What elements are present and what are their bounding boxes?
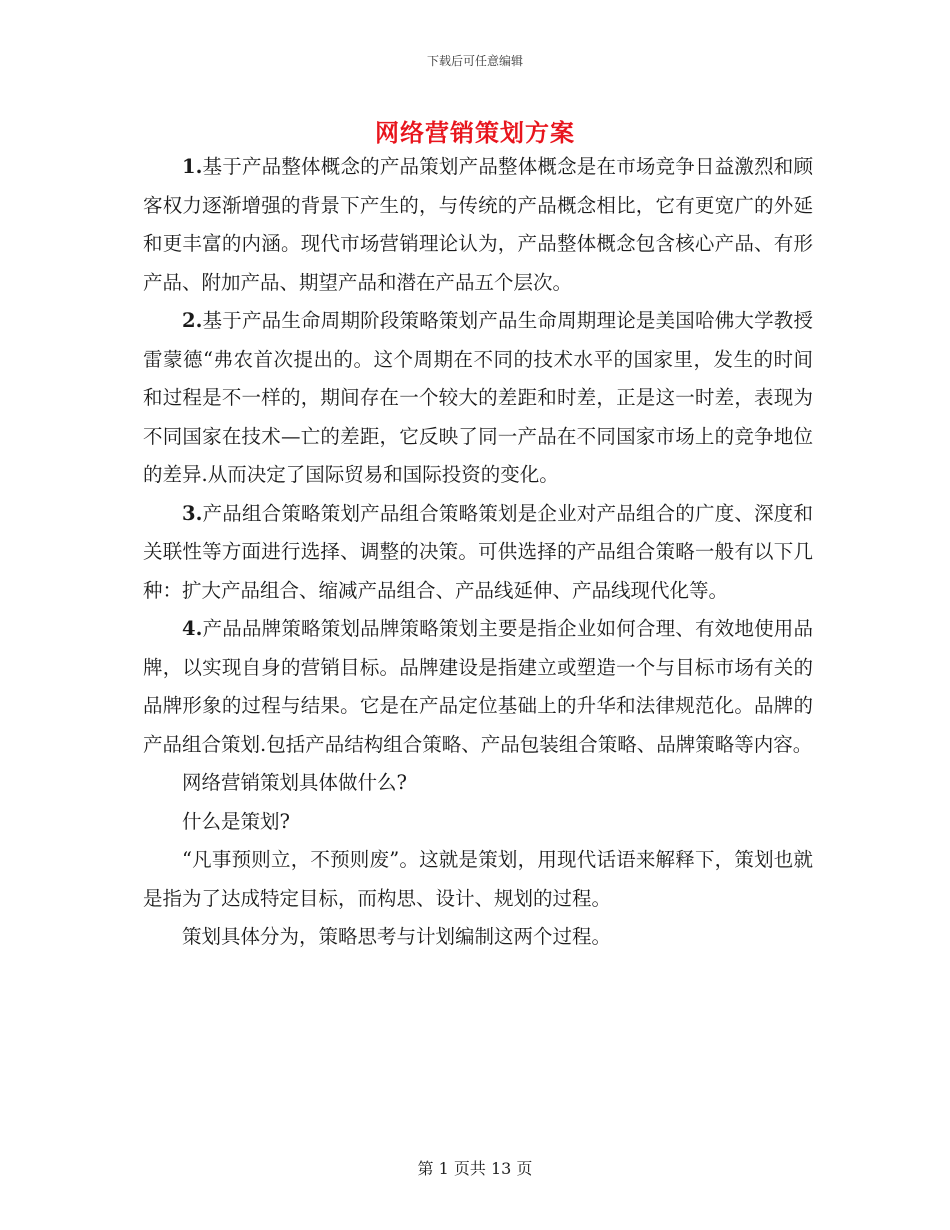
paragraph-6 [143, 803, 813, 842]
paragraph-text: 网络营销策划具体做什么? [182, 771, 407, 794]
paragraph-text: 什么是策划? [182, 809, 290, 833]
paragraph-text: 产品组合策略策划产品组合策略策划是企业对产品组合的广度、深度和关联性等方面进行选择、调整的决策。可供选择的产品组合策略一般有以下几种：扩大产品组合、缩减产品组合、产品线延伸、产品线现代化等。 [143, 501, 813, 602]
paragraph-5 [143, 764, 813, 803]
page-header-note: 下载后可任意编辑 [426, 54, 523, 68]
paragraph-number: 1. [182, 155, 203, 178]
paragraph-text: 产品品牌策略策划品牌策略策划主要是指企业如何合理、有效地使用品牌，以实现自身的营销目标。品牌建设是指建立或塑造一个与目标市场有关的品牌形象的过程与结果。它是在产品定位基础上的升华和法律规范化。品牌的产品组合策划.包括产品结构组合策略、产品包装组合策略、品牌策略等内容。 [143, 617, 813, 756]
paragraph-4 [143, 610, 813, 764]
paragraph-number: 4. [182, 617, 203, 640]
paragraph-text: 基于产品生命周期阶段策略策划产品生命周期理论是美国哈佛大学教授雷蒙德“弗农首次提出的。这个周期在不同的技术水平的国家里，发生的时间和过程是不一样的，期间存在一个较大的差距和时差，正是这一时差，表现为不同国家在技术—亡的差距，它反映了同一产品在不同国家市场上的竞争地位的差异.从而决定了国际贸易和国际投资的变化。 [143, 309, 813, 486]
paragraph-1 [143, 148, 813, 302]
document-title: 网络营销策划方案 [375, 118, 575, 147]
paragraph-3 [143, 495, 813, 611]
paragraph-text: 策划具体分为，策略思考与计划编制这两个过程。 [182, 925, 612, 948]
paragraph-text: “凡事预则立，不预则废”。这就是策划，用现代话语来解释下，策划也就是指为了达成特定目标，而构思、设计、规划的过程。 [143, 848, 813, 910]
paragraph-text: 基于产品整体概念的产品策划产品整体概念是在市场竞争日益激烈和顾客权力逐渐增强的背景下产生的，与传统的产品概念相比，它有更宽广的外延和更丰富的内涵。现代市场营销理论认为，产品整体概念包含核心产品、有形产品、附加产品、期望产品和潜在产品五个层次。 [143, 155, 813, 294]
page-footer: 第 1 页共 13 页 [417, 1159, 533, 1178]
paragraph-number: 2. [182, 309, 203, 332]
paragraph-7 [143, 841, 813, 918]
paragraph-8 [143, 918, 813, 957]
paragraph-2 [143, 302, 813, 495]
paragraph-number: 3. [182, 501, 203, 525]
document-body [143, 148, 813, 957]
